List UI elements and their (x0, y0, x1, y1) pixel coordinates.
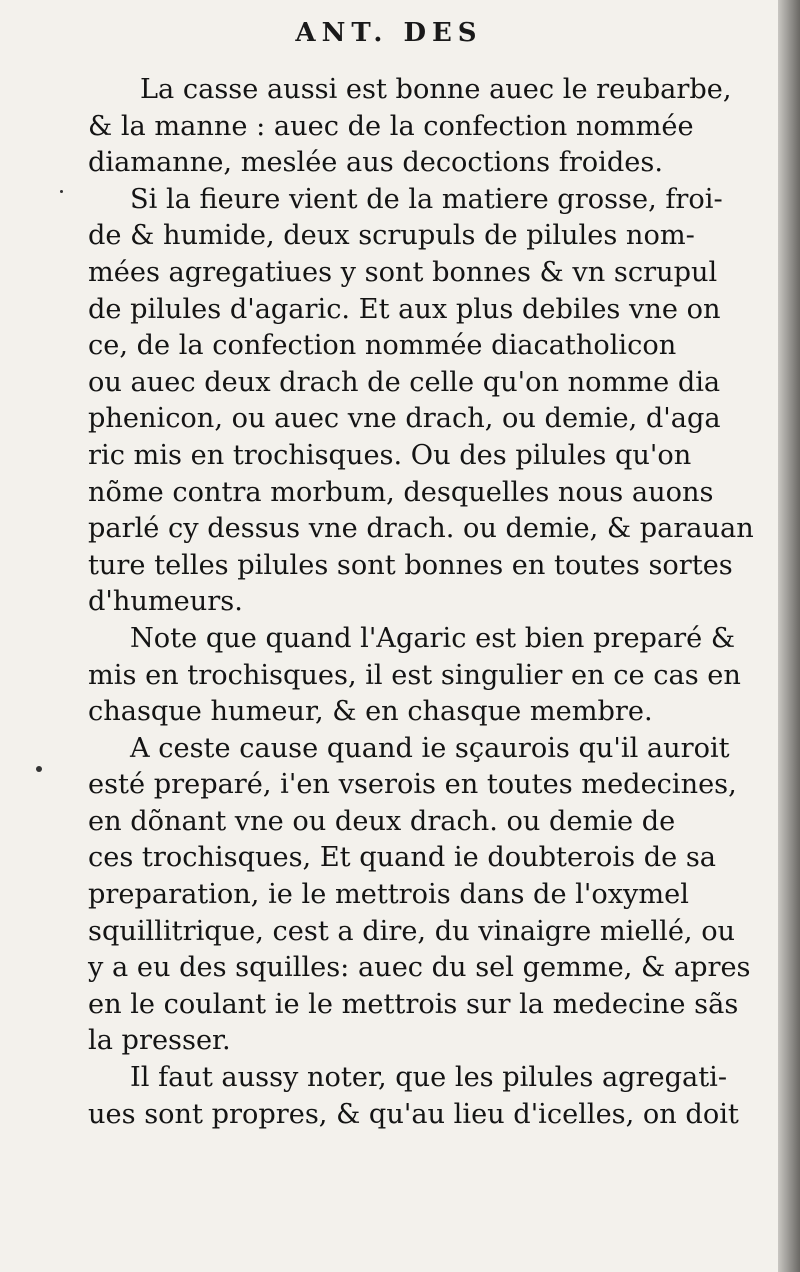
text-line: mées agregatiues y sont bonnes & vn scrupul (88, 256, 718, 288)
text-line: la presser. (88, 1025, 231, 1057)
text-line: en le coulant ie le mettrois sur la medecine sãs (88, 988, 739, 1020)
text-line: ric mis en trochisques. Ou des pilules qu'on (88, 439, 692, 471)
ink-speck (60, 190, 63, 193)
text-line: ture telles pilules sont bonnes en toutes sortes (88, 549, 733, 581)
text-line: preparation, ie le mettrois dans de l'oxymel (88, 879, 689, 911)
text-line: A ceste cause quand ie sçaurois qu'il auroit (130, 732, 730, 764)
text-line: ce, de la confection nommée diacatholicon (88, 330, 677, 362)
page-gutter-shadow (778, 0, 800, 1272)
paragraph (88, 182, 768, 621)
text-line: diamanne, meslée aus decoctions froides. (88, 147, 663, 179)
text-line: Note que quand l'Agaric est bien preparé & (130, 622, 736, 654)
text-line: d'humeurs. (88, 586, 243, 618)
paragraph (88, 72, 768, 182)
text-line: Si la fieure vient de la matiere grosse, froi- (130, 183, 723, 215)
text-line: squillitrique, cest a dire, du vinaigre miellé, ou (88, 915, 736, 947)
text-line: y a eu des squilles: auec du sel gemme, & apres (88, 952, 751, 984)
text-line: ces trochisques, Et quand ie doubterois de sa (88, 842, 716, 874)
text-line: mis en trochisques, il est singulier en ce cas en (88, 659, 741, 691)
text-line: ues sont propres, & qu'au lieu d'icelles, on doit (88, 1098, 739, 1130)
text-line: esté preparé, i'en vserois en toutes medecines, (88, 769, 737, 801)
text-line: & la manne : auec de la confection nommée (88, 110, 694, 142)
text-line: chasque humeur, & en chasque membre. (88, 696, 653, 728)
paragraph (88, 1060, 768, 1133)
paragraph (88, 731, 768, 1060)
paragraph (88, 621, 768, 731)
text-line: de pilules d'agaric. Et aux plus debiles vne on (88, 293, 721, 325)
text-line: nõme contra morbum, desquelles nous auons (88, 476, 714, 508)
text-line: La casse aussi est bonne auec le reubarbe, (140, 74, 732, 105)
running-head: ANT. DES (295, 18, 483, 48)
text-line: phenicon, ou auec vne drach, ou demie, d'aga (88, 403, 721, 435)
text-line: parlé cy dessus vne drach. ou demie, & parauan (88, 513, 754, 545)
page-text (88, 72, 768, 1133)
ink-speck (36, 766, 42, 772)
text-line: de & humide, deux scrupuls de pilules nom- (88, 220, 695, 252)
text-line: ou auec deux drach de celle qu'on nomme dia (88, 366, 721, 398)
text-line: en dõnant vne ou deux drach. ou demie de (88, 805, 676, 837)
text-line: Il faut aussy noter, que les pilules agregati- (130, 1062, 728, 1094)
